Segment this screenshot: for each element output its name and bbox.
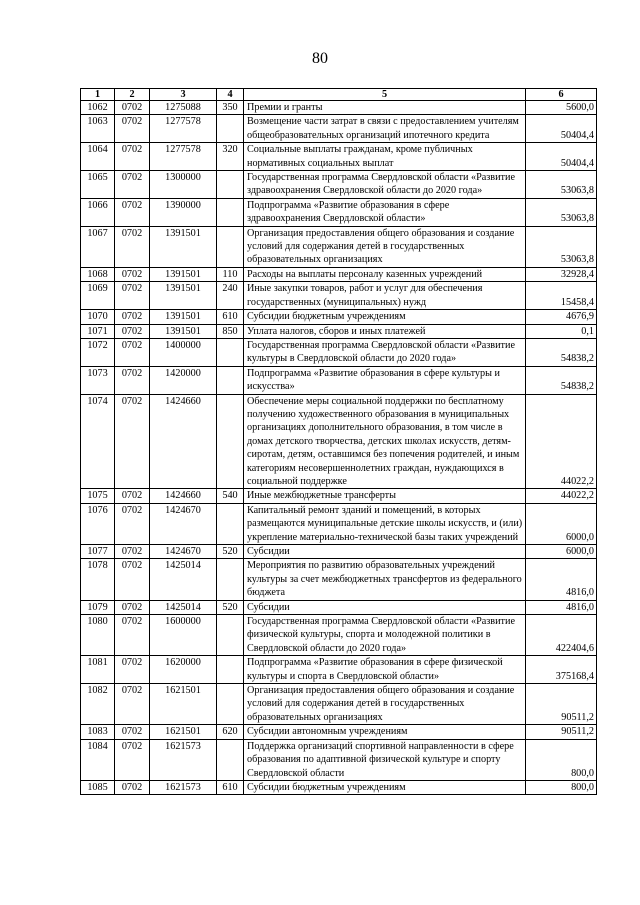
amount-cell: 5600,0 bbox=[526, 101, 597, 115]
row-number-cell: 1080 bbox=[81, 615, 115, 656]
amount-cell: 32928,4 bbox=[526, 267, 597, 281]
section-code-cell: 0702 bbox=[115, 101, 150, 115]
section-code-cell: 0702 bbox=[115, 489, 150, 503]
amount-cell: 44022,2 bbox=[526, 489, 597, 503]
table-body bbox=[81, 101, 597, 795]
row-number-cell: 1076 bbox=[81, 503, 115, 544]
target-article-cell: 1391501 bbox=[150, 226, 217, 267]
table-row bbox=[81, 780, 597, 794]
row-number-cell: 1069 bbox=[81, 282, 115, 310]
expense-type-cell bbox=[217, 338, 244, 366]
row-number-cell: 1072 bbox=[81, 338, 115, 366]
row-number-cell: 1071 bbox=[81, 324, 115, 338]
row-number-cell: 1079 bbox=[81, 600, 115, 614]
amount-cell: 50404,4 bbox=[526, 143, 597, 171]
description-cell: Организация предоставления общего образования и создание условий для содержания детей в государственных образовательных организациях bbox=[244, 684, 526, 725]
expense-type-cell bbox=[217, 115, 244, 143]
amount-cell: 4816,0 bbox=[526, 559, 597, 600]
expense-type-cell: 850 bbox=[217, 324, 244, 338]
expense-type-cell bbox=[217, 615, 244, 656]
expense-type-cell bbox=[217, 366, 244, 394]
description-cell: Субсидии бюджетным учреждениям bbox=[244, 780, 526, 794]
expense-type-cell bbox=[217, 684, 244, 725]
table-row bbox=[81, 115, 597, 143]
page-number: 80 bbox=[312, 50, 328, 67]
expense-type-cell bbox=[217, 198, 244, 226]
expense-type-cell: 520 bbox=[217, 545, 244, 559]
target-article-cell: 1391501 bbox=[150, 310, 217, 324]
table-row bbox=[81, 143, 597, 171]
table-row bbox=[81, 324, 597, 338]
description-cell: Иные межбюджетные трансферты bbox=[244, 489, 526, 503]
amount-cell: 4676,9 bbox=[526, 310, 597, 324]
section-code-cell: 0702 bbox=[115, 600, 150, 614]
description-cell: Государственная программа Свердловской области «Развитие здравоохранения Свердловской области до 2020 года» bbox=[244, 171, 526, 199]
expense-type-cell: 320 bbox=[217, 143, 244, 171]
amount-cell: 54838,2 bbox=[526, 366, 597, 394]
section-code-cell: 0702 bbox=[115, 226, 150, 267]
row-number-cell: 1068 bbox=[81, 267, 115, 281]
target-article-cell: 1620000 bbox=[150, 656, 217, 684]
column-header-5: 5 bbox=[244, 89, 526, 101]
expense-type-cell: 610 bbox=[217, 780, 244, 794]
table-row bbox=[81, 739, 597, 780]
section-code-cell: 0702 bbox=[115, 615, 150, 656]
target-article-cell: 1621573 bbox=[150, 780, 217, 794]
section-code-cell: 0702 bbox=[115, 739, 150, 780]
expense-type-cell bbox=[217, 171, 244, 199]
section-code-cell: 0702 bbox=[115, 324, 150, 338]
budget-table bbox=[80, 88, 597, 795]
section-code-cell: 0702 bbox=[115, 115, 150, 143]
expense-type-cell: 540 bbox=[217, 489, 244, 503]
description-cell: Мероприятия по развитию образовательных учреждений культуры за счет межбюджетных трансфертов из федерального бюджета bbox=[244, 559, 526, 600]
target-article-cell: 1424660 bbox=[150, 489, 217, 503]
amount-cell: 53063,8 bbox=[526, 198, 597, 226]
description-cell: Обеспечение меры социальной поддержки по бесплатному получению художественного образования в муниципальных организациях дополнительного образования, в том числе в домах детского творчества, детских школах искусств, детям-сиротам, детям, оставшимся без попечения родителей, и иным категориям несовершеннолетних граждан, нуждающихся в социальной поддержке bbox=[244, 394, 526, 489]
target-article-cell: 1400000 bbox=[150, 338, 217, 366]
description-cell: Подпрограмма «Развитие образования в сфере физической культуры и спорта в Свердловской области» bbox=[244, 656, 526, 684]
target-article-cell: 1390000 bbox=[150, 198, 217, 226]
row-number-cell: 1075 bbox=[81, 489, 115, 503]
section-code-cell: 0702 bbox=[115, 503, 150, 544]
description-cell: Подпрограмма «Развитие образования в сфере культуры и искусства» bbox=[244, 366, 526, 394]
target-article-cell: 1600000 bbox=[150, 615, 217, 656]
target-article-cell: 1425014 bbox=[150, 559, 217, 600]
expense-type-cell bbox=[217, 226, 244, 267]
expense-type-cell bbox=[217, 559, 244, 600]
section-code-cell: 0702 bbox=[115, 394, 150, 489]
amount-cell: 54838,2 bbox=[526, 338, 597, 366]
amount-cell: 6000,0 bbox=[526, 545, 597, 559]
amount-cell: 375168,4 bbox=[526, 656, 597, 684]
column-header-3: 3 bbox=[150, 89, 217, 101]
expense-type-cell: 350 bbox=[217, 101, 244, 115]
amount-cell: 800,0 bbox=[526, 739, 597, 780]
target-article-cell: 1424660 bbox=[150, 394, 217, 489]
description-cell: Возмещение части затрат в связи с предоставлением учителям общеобразовательных организаций ипотечного кредита bbox=[244, 115, 526, 143]
description-cell: Субсидии автономным учреждениям bbox=[244, 725, 526, 739]
target-article-cell: 1391501 bbox=[150, 267, 217, 281]
table-row bbox=[81, 684, 597, 725]
table-row bbox=[81, 615, 597, 656]
expense-type-cell bbox=[217, 656, 244, 684]
section-code-cell: 0702 bbox=[115, 171, 150, 199]
description-cell: Уплата налогов, сборов и иных платежей bbox=[244, 324, 526, 338]
expense-type-cell bbox=[217, 503, 244, 544]
section-code-cell: 0702 bbox=[115, 338, 150, 366]
table-row bbox=[81, 394, 597, 489]
row-number-cell: 1081 bbox=[81, 656, 115, 684]
table-row bbox=[81, 282, 597, 310]
expense-type-cell bbox=[217, 739, 244, 780]
table-row bbox=[81, 226, 597, 267]
target-article-cell: 1420000 bbox=[150, 366, 217, 394]
expense-type-cell: 110 bbox=[217, 267, 244, 281]
description-cell: Иные закупки товаров, работ и услуг для обеспечения государственных (муниципальных) нужд bbox=[244, 282, 526, 310]
column-header-6: 6 bbox=[526, 89, 597, 101]
target-article-cell: 1621573 bbox=[150, 739, 217, 780]
row-number-cell: 1073 bbox=[81, 366, 115, 394]
amount-cell: 50404,4 bbox=[526, 115, 597, 143]
description-cell: Субсидии bbox=[244, 600, 526, 614]
description-cell: Подпрограмма «Развитие образования в сфере здравоохранения Свердловской области» bbox=[244, 198, 526, 226]
row-number-cell: 1063 bbox=[81, 115, 115, 143]
table-row bbox=[81, 503, 597, 544]
description-cell: Субсидии bbox=[244, 545, 526, 559]
expense-type-cell: 520 bbox=[217, 600, 244, 614]
section-code-cell: 0702 bbox=[115, 310, 150, 324]
column-header-2: 2 bbox=[115, 89, 150, 101]
table-row bbox=[81, 101, 597, 115]
description-cell: Премии и гранты bbox=[244, 101, 526, 115]
target-article-cell: 1425014 bbox=[150, 600, 217, 614]
table-row bbox=[81, 489, 597, 503]
table-row bbox=[81, 338, 597, 366]
target-article-cell: 1277578 bbox=[150, 143, 217, 171]
amount-cell: 6000,0 bbox=[526, 503, 597, 544]
expense-type-cell bbox=[217, 394, 244, 489]
table-header-row bbox=[81, 89, 597, 101]
row-number-cell: 1070 bbox=[81, 310, 115, 324]
amount-cell: 44022,2 bbox=[526, 394, 597, 489]
column-header-1: 1 bbox=[81, 89, 115, 101]
section-code-cell: 0702 bbox=[115, 198, 150, 226]
row-number-cell: 1078 bbox=[81, 559, 115, 600]
table-row bbox=[81, 267, 597, 281]
target-article-cell: 1391501 bbox=[150, 324, 217, 338]
expense-type-cell: 620 bbox=[217, 725, 244, 739]
amount-cell: 15458,4 bbox=[526, 282, 597, 310]
row-number-cell: 1065 bbox=[81, 171, 115, 199]
row-number-cell: 1082 bbox=[81, 684, 115, 725]
target-article-cell: 1424670 bbox=[150, 545, 217, 559]
amount-cell: 800,0 bbox=[526, 780, 597, 794]
table-row bbox=[81, 366, 597, 394]
table-row bbox=[81, 725, 597, 739]
expense-type-cell: 610 bbox=[217, 310, 244, 324]
table-row bbox=[81, 600, 597, 614]
section-code-cell: 0702 bbox=[115, 725, 150, 739]
table-row bbox=[81, 310, 597, 324]
row-number-cell: 1066 bbox=[81, 198, 115, 226]
target-article-cell: 1391501 bbox=[150, 282, 217, 310]
column-header-4: 4 bbox=[217, 89, 244, 101]
section-code-cell: 0702 bbox=[115, 366, 150, 394]
amount-cell: 53063,8 bbox=[526, 226, 597, 267]
table-row bbox=[81, 559, 597, 600]
section-code-cell: 0702 bbox=[115, 143, 150, 171]
description-cell: Капитальный ремонт зданий и помещений, в которых размещаются муниципальные детские школы искусств, и (или) укрепление материально-технической базы таких учреждений bbox=[244, 503, 526, 544]
table-row bbox=[81, 198, 597, 226]
section-code-cell: 0702 bbox=[115, 780, 150, 794]
amount-cell: 4816,0 bbox=[526, 600, 597, 614]
amount-cell: 422404,6 bbox=[526, 615, 597, 656]
section-code-cell: 0702 bbox=[115, 656, 150, 684]
amount-cell: 53063,8 bbox=[526, 171, 597, 199]
table-row bbox=[81, 545, 597, 559]
target-article-cell: 1621501 bbox=[150, 684, 217, 725]
description-cell: Поддержка организаций спортивной направленности в сфере образования по адаптивной физической культуре и спорту Свердловской области bbox=[244, 739, 526, 780]
row-number-cell: 1084 bbox=[81, 739, 115, 780]
section-code-cell: 0702 bbox=[115, 267, 150, 281]
description-cell: Организация предоставления общего образования и создание условий для содержания детей в государственных образовательных организациях bbox=[244, 226, 526, 267]
target-article-cell: 1621501 bbox=[150, 725, 217, 739]
description-cell: Социальные выплаты гражданам, кроме публичных нормативных социальных выплат bbox=[244, 143, 526, 171]
description-cell: Государственная программа Свердловской области «Развитие физической культуры, спорта и молодежной политики в Свердловской области до 2020 года» bbox=[244, 615, 526, 656]
section-code-cell: 0702 bbox=[115, 684, 150, 725]
target-article-cell: 1277578 bbox=[150, 115, 217, 143]
row-number-cell: 1064 bbox=[81, 143, 115, 171]
row-number-cell: 1067 bbox=[81, 226, 115, 267]
section-code-cell: 0702 bbox=[115, 282, 150, 310]
amount-cell: 90511,2 bbox=[526, 684, 597, 725]
row-number-cell: 1062 bbox=[81, 101, 115, 115]
target-article-cell: 1424670 bbox=[150, 503, 217, 544]
description-cell: Расходы на выплаты персоналу казенных учреждений bbox=[244, 267, 526, 281]
target-article-cell: 1275088 bbox=[150, 101, 217, 115]
row-number-cell: 1083 bbox=[81, 725, 115, 739]
section-code-cell: 0702 bbox=[115, 559, 150, 600]
section-code-cell: 0702 bbox=[115, 545, 150, 559]
row-number-cell: 1085 bbox=[81, 780, 115, 794]
row-number-cell: 1077 bbox=[81, 545, 115, 559]
amount-cell: 0,1 bbox=[526, 324, 597, 338]
expense-type-cell: 240 bbox=[217, 282, 244, 310]
description-cell: Субсидии бюджетным учреждениям bbox=[244, 310, 526, 324]
row-number-cell: 1074 bbox=[81, 394, 115, 489]
description-cell: Государственная программа Свердловской области «Развитие культуры в Свердловской области до 2020 года» bbox=[244, 338, 526, 366]
table-row bbox=[81, 171, 597, 199]
amount-cell: 90511,2 bbox=[526, 725, 597, 739]
table-row bbox=[81, 656, 597, 684]
target-article-cell: 1300000 bbox=[150, 171, 217, 199]
